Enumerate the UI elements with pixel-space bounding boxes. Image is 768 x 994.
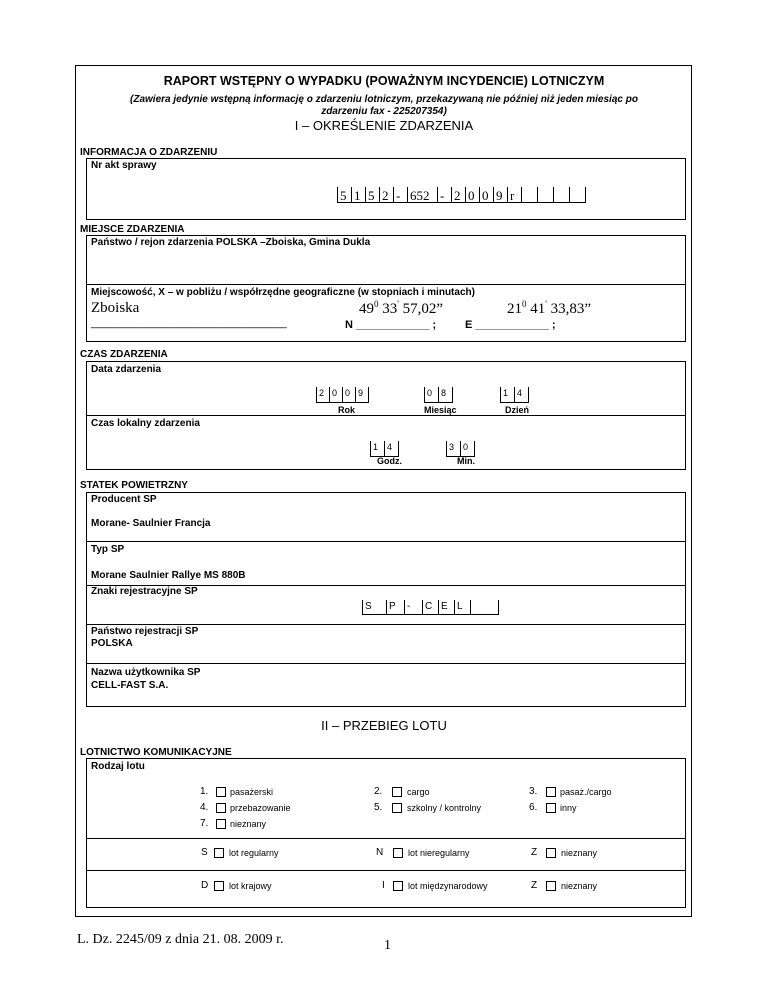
page-number: 1 xyxy=(384,938,391,953)
comb-divider xyxy=(451,187,452,203)
comb-character: L xyxy=(457,601,463,612)
registration-country-label: Państwo rejestracji SP xyxy=(91,626,199,637)
comb-divider xyxy=(437,187,438,203)
comb-divider xyxy=(342,387,343,403)
option-label: cargo xyxy=(407,787,430,797)
comb-character: - xyxy=(440,188,445,203)
section-2-heading: II – PRZEBIEG LOTU xyxy=(321,718,447,733)
report-subtitle-1: (Zawiera jedynie wstępną informację o zdarzeniu lotniczym, przekazywaną nie później niż jeden miesiąc po xyxy=(130,94,638,105)
locality-underline: ________________________________ xyxy=(91,317,287,329)
comb-character: 0 xyxy=(427,388,433,398)
comb-character: 1 xyxy=(354,188,361,203)
day-label: Dzień xyxy=(505,405,530,415)
section-1-heading: I – OKREŚLENIE ZDARZENIA xyxy=(294,118,474,133)
day-field[interactable] xyxy=(500,387,550,403)
type-label: Typ SP xyxy=(91,544,125,555)
comb-character: S xyxy=(365,601,372,612)
option-checkbox[interactable] xyxy=(214,848,224,858)
option-label: nieznany xyxy=(230,819,267,829)
option-number: 2. xyxy=(374,786,383,797)
time-heading: CZAS ZDARZENIA xyxy=(80,349,168,360)
comb-character: E xyxy=(441,601,448,612)
flight-heading: LOTNICTWO KOMUNIKACYJNE xyxy=(80,747,232,758)
flight-kind-divider-2 xyxy=(86,870,686,871)
comb-divider xyxy=(460,441,461,457)
option-number: 3. xyxy=(529,786,538,797)
comb-character: 2 xyxy=(319,388,325,398)
comb-divider xyxy=(386,600,387,615)
comb-divider xyxy=(498,600,499,615)
comb-character: 9 xyxy=(496,188,503,203)
comb-character: r xyxy=(510,188,515,203)
comb-divider xyxy=(569,187,570,203)
comb-character: 0 xyxy=(332,388,338,398)
case-number-field[interactable] xyxy=(337,187,637,205)
comb-baseline xyxy=(424,402,452,403)
comb-divider xyxy=(351,187,352,203)
comb-character: 652 xyxy=(410,188,430,203)
case-number-label: Nr akt sprawy xyxy=(91,160,157,171)
comb-divider xyxy=(479,187,480,203)
comb-divider xyxy=(379,187,380,203)
comb-baseline xyxy=(500,402,528,403)
comb-divider xyxy=(438,387,439,403)
report-subtitle-2: zdarzeniu fax - 225207354) xyxy=(321,106,447,117)
option-checkbox[interactable] xyxy=(546,787,556,797)
comb-divider xyxy=(454,600,455,615)
comb-character: 3 xyxy=(449,442,455,452)
registration-country-value: POLSKA xyxy=(91,638,133,649)
comb-divider xyxy=(365,187,366,203)
comb-character: 0 xyxy=(345,388,351,398)
comb-character: P xyxy=(389,601,396,612)
operator-label: Nazwa użytkownika SP xyxy=(91,667,201,678)
comb-divider xyxy=(384,441,385,457)
option-checkbox[interactable] xyxy=(393,848,403,858)
comb-divider xyxy=(422,600,423,615)
comb-character: 2 xyxy=(454,188,461,203)
option-label: lot regularny xyxy=(229,848,279,858)
option-checkbox[interactable] xyxy=(214,881,224,891)
comb-divider xyxy=(316,387,317,403)
comb-divider xyxy=(438,600,439,615)
comb-baseline xyxy=(362,614,498,615)
registration-label: Znaki rejestracyjne SP xyxy=(91,586,198,597)
comb-character: - xyxy=(407,601,411,612)
option-label: pasaż./cargo xyxy=(560,787,612,797)
comb-divider xyxy=(521,187,522,203)
operator-value: CELL-FAST S.A. xyxy=(91,680,169,691)
flight-kind-divider-1 xyxy=(86,838,686,839)
year-label: Rok xyxy=(338,405,356,415)
info-heading: INFORMACJA O ZDARZENIU xyxy=(80,147,218,158)
north-coordinate: $49^0$ 33' 57,02” xyxy=(359,299,444,317)
type-value: Morane Saulnier Rallye MS 880B xyxy=(91,570,246,581)
option-number: 5. xyxy=(374,802,383,813)
comb-divider xyxy=(452,387,453,403)
comb-character: 1 xyxy=(373,442,379,452)
option-number: 6. xyxy=(529,802,538,813)
month-label: Miesiąc xyxy=(424,405,457,415)
date-label: Data zdarzenia xyxy=(91,364,162,375)
comb-divider xyxy=(474,441,475,457)
option-checkbox[interactable] xyxy=(216,819,226,829)
report-title: RAPORT WSTĘPNY O WYPADKU (POWAŻNYM INCYDENCIE) LOTNICZYM xyxy=(163,74,605,88)
option-checkbox[interactable] xyxy=(216,803,226,813)
comb-divider xyxy=(393,187,394,203)
option-number: Z xyxy=(531,880,538,891)
comb-divider xyxy=(337,187,338,203)
comb-character: 5 xyxy=(368,188,375,203)
document-reference: L. Dz. 2245/09 z dnia 21. 08. 2009 r. xyxy=(77,932,284,947)
option-number: D xyxy=(201,880,209,891)
option-checkbox[interactable] xyxy=(546,803,556,813)
comb-divider xyxy=(424,387,425,403)
option-number: Z xyxy=(531,847,538,858)
minute-field[interactable] xyxy=(446,441,496,457)
flight-kind-label: Rodzaj lotu xyxy=(91,761,145,772)
producer-value: Morane- Saulnier Francja xyxy=(91,518,211,529)
comb-divider xyxy=(553,187,554,203)
option-label: inny xyxy=(560,803,577,813)
comb-baseline xyxy=(316,402,368,403)
option-checkbox[interactable] xyxy=(392,803,402,813)
comb-divider xyxy=(404,600,405,615)
country-label: Państwo / rejon zdarzenia POLSKA –Zboiska, Gmina Dukla xyxy=(91,237,371,248)
place-heading: MIEJSCE ZDARZENIA xyxy=(80,224,185,235)
hour-field[interactable] xyxy=(370,441,420,457)
option-number: 1. xyxy=(200,786,209,797)
option-checkbox[interactable] xyxy=(546,881,556,891)
comb-divider xyxy=(493,187,494,203)
east-field[interactable]: E ____________ ; xyxy=(465,319,556,331)
comb-character: 0 xyxy=(482,188,489,203)
comb-divider xyxy=(329,387,330,403)
coordinates-label: Miejscowość, X – w pobliżu / współrzędne geograficzne (w stopniach i minutach) xyxy=(91,287,475,298)
option-number: I xyxy=(382,880,385,891)
comb-character: 0 xyxy=(468,188,475,203)
comb-character: 2 xyxy=(382,188,389,203)
option-label: nieznany xyxy=(561,881,598,891)
comb-divider xyxy=(355,387,356,403)
comb-divider xyxy=(368,387,369,403)
option-checkbox[interactable] xyxy=(393,881,403,891)
comb-divider xyxy=(446,441,447,457)
option-number: N xyxy=(376,847,384,858)
comb-baseline xyxy=(337,202,585,203)
option-number: 4. xyxy=(200,802,209,813)
comb-divider xyxy=(370,441,371,457)
comb-divider xyxy=(528,387,529,403)
month-field[interactable] xyxy=(424,387,474,403)
aircraft-heading: STATEK POWIETRZNY xyxy=(80,480,188,491)
comb-divider xyxy=(465,187,466,203)
option-number: 7. xyxy=(200,818,209,829)
comb-character: 9 xyxy=(358,388,364,398)
east-coordinate: $21^0$ 41' 33,83” xyxy=(507,299,592,317)
comb-character: 5 xyxy=(340,188,347,203)
local-time-label: Czas lokalny zdarzenia xyxy=(91,418,200,429)
option-label: przebazowanie xyxy=(230,803,291,813)
comb-divider xyxy=(585,187,586,203)
comb-character: 0 xyxy=(463,442,469,452)
option-number: S xyxy=(201,847,208,858)
registration-field[interactable] xyxy=(362,600,512,615)
year-field[interactable] xyxy=(316,387,396,403)
comb-divider xyxy=(514,387,515,403)
comb-divider xyxy=(470,600,471,615)
producer-box xyxy=(86,492,686,542)
hour-label: Godz. xyxy=(377,456,402,466)
option-label: lot międzynarodowy xyxy=(408,881,488,891)
producer-label: Producent SP xyxy=(91,494,157,505)
option-label: szkolny / kontrolny xyxy=(407,803,482,813)
north-field[interactable]: N ____________ ; xyxy=(345,319,437,331)
comb-character: C xyxy=(425,601,433,612)
option-checkbox[interactable] xyxy=(546,848,556,858)
comb-character: - xyxy=(396,188,401,203)
comb-divider xyxy=(398,441,399,457)
option-label: nieznany xyxy=(561,848,598,858)
option-checkbox[interactable] xyxy=(392,787,402,797)
locality-value: Zboiska xyxy=(91,300,140,316)
comb-divider xyxy=(407,187,408,203)
comb-divider xyxy=(507,187,508,203)
comb-divider xyxy=(362,600,363,615)
option-label: lot nieregularny xyxy=(408,848,470,858)
option-label: lot krajowy xyxy=(229,881,272,891)
comb-character: 8 xyxy=(441,388,447,398)
option-checkbox[interactable] xyxy=(216,787,226,797)
option-label: pasażerski xyxy=(230,787,274,797)
comb-divider xyxy=(537,187,538,203)
comb-divider xyxy=(500,387,501,403)
comb-character: 4 xyxy=(517,388,523,398)
comb-character: 1 xyxy=(503,388,509,398)
comb-character: 4 xyxy=(387,442,393,452)
minute-label: Min. xyxy=(457,456,475,466)
